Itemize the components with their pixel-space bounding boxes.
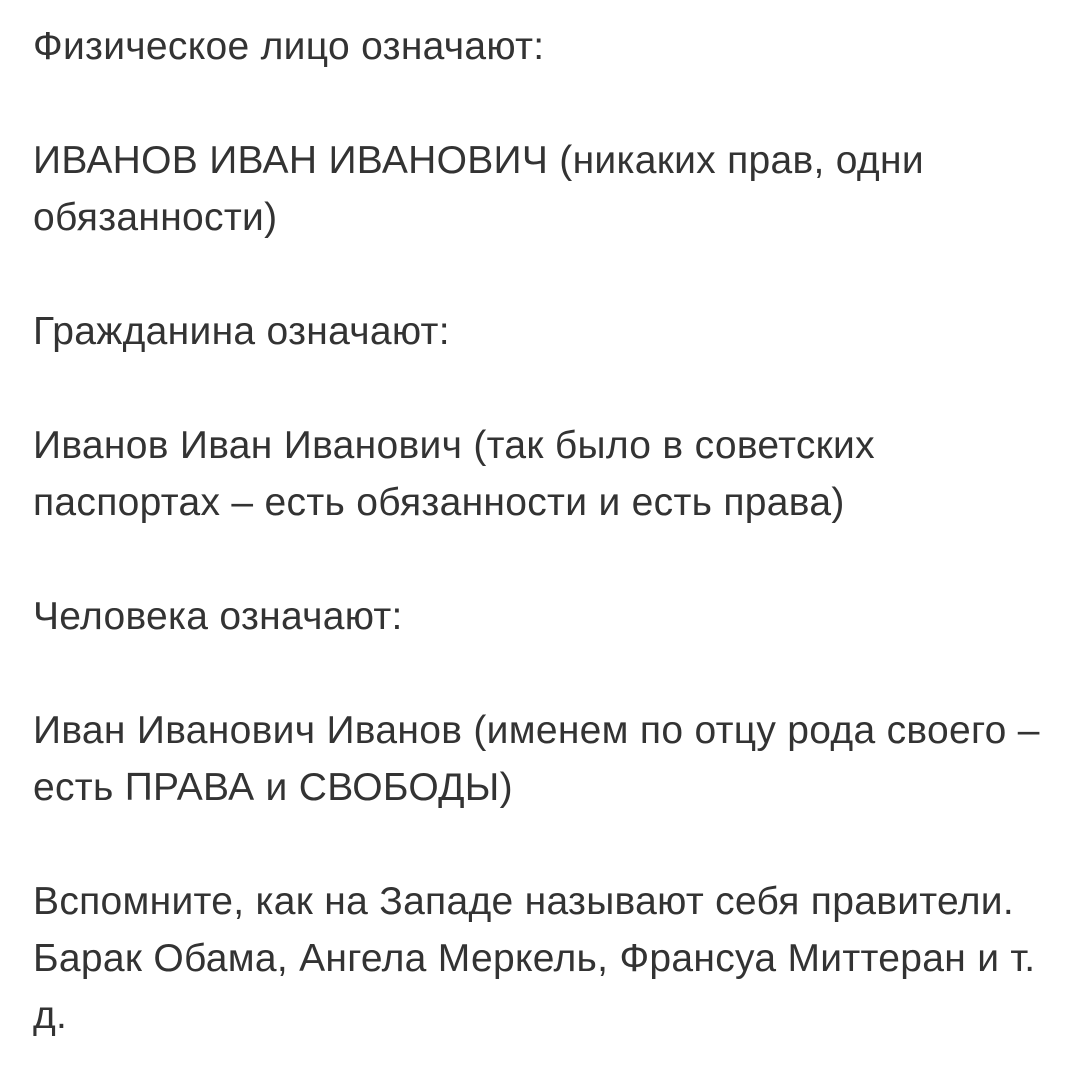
paragraph-individual-heading: Физическое лицо означают: bbox=[33, 25, 545, 68]
paragraph-citizen-heading: Гражданина означают: bbox=[33, 310, 450, 353]
paragraph-citizen-example: Иванов Иван Иванович (так было в советских паспортах – есть обязанности и есть права) bbox=[33, 424, 875, 524]
paragraph-human-heading: Человека означают: bbox=[33, 595, 403, 638]
paragraph-human-example: Иван Иванович Иванов (именем по отцу рода своего – есть ПРАВА и СВОБОДЫ) bbox=[33, 709, 1040, 809]
paragraph-individual-example: ИВАНОВ ИВАН ИВАНОВИЧ (никаких прав, одни обязанности) bbox=[33, 139, 924, 239]
document-body bbox=[33, 18, 1043, 1044]
paragraph-west-rulers: Вспомните, как на Западе называют себя правители. Барак Обама, Ангела Меркель, Франсуа Миттеран и т. д. bbox=[33, 880, 1036, 1037]
